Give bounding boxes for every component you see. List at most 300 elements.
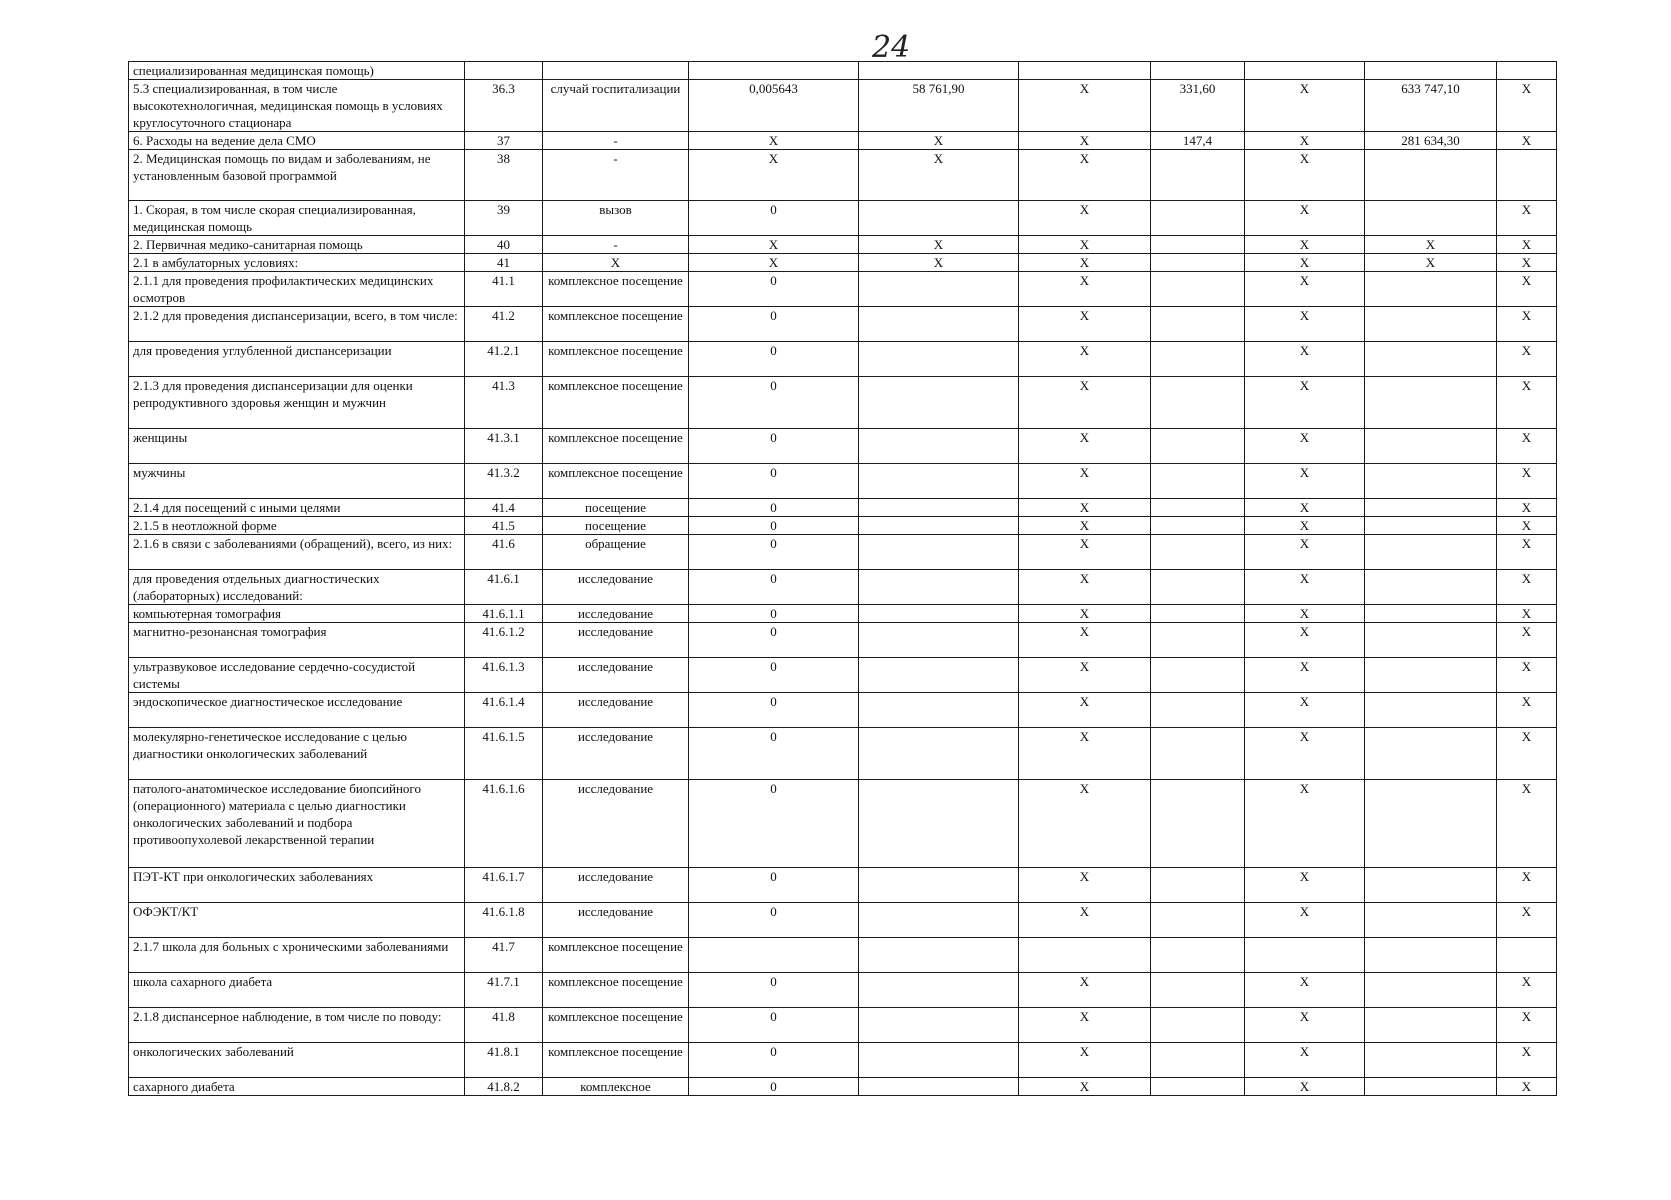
cell-code: 41: [465, 254, 543, 272]
cell-name: магнитно-резонансная томография: [129, 623, 465, 658]
table-row: [129, 236, 1557, 254]
table-row: [129, 132, 1557, 150]
cell-col7: [1151, 1078, 1245, 1096]
cell-cost-norm: [859, 903, 1019, 938]
cell-name: для проведения отдельных диагностических (лабораторных) исследований:: [129, 570, 465, 605]
cell-col7: 147,4: [1151, 132, 1245, 150]
cell-col8: X: [1245, 517, 1365, 535]
cell-col10: [1497, 938, 1557, 973]
cell-col9: [1365, 307, 1497, 342]
cell-col7: [1151, 307, 1245, 342]
cell-col10: X: [1497, 728, 1557, 780]
cell-code: 40: [465, 236, 543, 254]
cell-unit: исследование: [543, 658, 689, 693]
table-row: [129, 938, 1557, 973]
cell-norm: 0: [689, 429, 859, 464]
cell-col10: X: [1497, 132, 1557, 150]
cell-name: компьютерная томография: [129, 605, 465, 623]
cell-col9: [1365, 342, 1497, 377]
cell-cost-norm: X: [859, 254, 1019, 272]
cell-unit: посещение: [543, 499, 689, 517]
cell-col10: X: [1497, 623, 1557, 658]
cell-code: 38: [465, 150, 543, 201]
cell-col10: X: [1497, 464, 1557, 499]
cell-norm: 0: [689, 464, 859, 499]
cell-col7: [1151, 62, 1245, 80]
cell-code: 39: [465, 201, 543, 236]
cell-unit: комплексное посещение: [543, 307, 689, 342]
cell-col6: X: [1019, 658, 1151, 693]
cell-col6: X: [1019, 254, 1151, 272]
cell-name: 2.1.6 в связи с заболеваниями (обращений), всего, из них:: [129, 535, 465, 570]
cell-col10: X: [1497, 236, 1557, 254]
cell-col8: X: [1245, 658, 1365, 693]
cell-name: для проведения углубленной диспансеризации: [129, 342, 465, 377]
cell-code: 41.6.1.4: [465, 693, 543, 728]
cell-unit: исследование: [543, 780, 689, 868]
cell-col7: [1151, 605, 1245, 623]
cell-col9: [1365, 150, 1497, 201]
table-row: [129, 658, 1557, 693]
cell-col9: [1365, 623, 1497, 658]
cell-unit: исследование: [543, 605, 689, 623]
cell-unit: исследование: [543, 570, 689, 605]
cell-col9: [1365, 570, 1497, 605]
cell-norm: 0: [689, 623, 859, 658]
cell-code: 41.6: [465, 535, 543, 570]
cell-cost-norm: [859, 535, 1019, 570]
cell-unit: исследование: [543, 903, 689, 938]
cell-col9: [1365, 464, 1497, 499]
cell-code: 41.7: [465, 938, 543, 973]
table-row: [129, 62, 1557, 80]
cell-col6: X: [1019, 464, 1151, 499]
cell-col8: X: [1245, 377, 1365, 429]
cell-norm: 0: [689, 1008, 859, 1043]
table-row: [129, 307, 1557, 342]
cell-norm: 0: [689, 201, 859, 236]
cell-col7: [1151, 517, 1245, 535]
cell-col6: X: [1019, 150, 1151, 201]
cell-unit: посещение: [543, 517, 689, 535]
cell-name: 2. Первичная медико-санитарная помощь: [129, 236, 465, 254]
cell-name: онкологических заболеваний: [129, 1043, 465, 1078]
cell-norm: 0: [689, 499, 859, 517]
cell-unit: исследование: [543, 693, 689, 728]
cell-col10: X: [1497, 605, 1557, 623]
cell-cost-norm: [859, 62, 1019, 80]
cell-col9: [1365, 868, 1497, 903]
cell-col9: [1365, 535, 1497, 570]
cell-col7: [1151, 570, 1245, 605]
cell-col10: X: [1497, 693, 1557, 728]
cell-col6: X: [1019, 728, 1151, 780]
cell-col9: [1365, 938, 1497, 973]
cell-unit: исследование: [543, 868, 689, 903]
cell-col10: X: [1497, 570, 1557, 605]
cell-col7: [1151, 464, 1245, 499]
cell-unit: комплексное посещение: [543, 429, 689, 464]
cell-cost-norm: [859, 499, 1019, 517]
table-row: [129, 693, 1557, 728]
cell-norm: 0: [689, 1078, 859, 1096]
cell-col7: [1151, 535, 1245, 570]
cell-col10: X: [1497, 780, 1557, 868]
cell-col6: X: [1019, 236, 1151, 254]
cell-col8: [1245, 62, 1365, 80]
cell-col8: X: [1245, 1043, 1365, 1078]
cell-col6: X: [1019, 429, 1151, 464]
cell-col7: [1151, 938, 1245, 973]
cell-col8: [1245, 938, 1365, 973]
cell-cost-norm: [859, 570, 1019, 605]
cell-col6: X: [1019, 973, 1151, 1008]
cell-col8: X: [1245, 150, 1365, 201]
cell-norm: [689, 62, 859, 80]
cell-col10: X: [1497, 254, 1557, 272]
cell-norm: X: [689, 150, 859, 201]
cell-name: специализированная медицинская помощь): [129, 62, 465, 80]
cell-col10: X: [1497, 658, 1557, 693]
cell-col6: X: [1019, 535, 1151, 570]
cell-name: ультразвуковое исследование сердечно-сосудистой системы: [129, 658, 465, 693]
cell-name: патолого-анатомическое исследование биопсийного (операционного) материала с целью диагностики онкологических заболеваний и подбора противоопухолевой лекарственной терапии: [129, 780, 465, 868]
cell-col7: [1151, 1043, 1245, 1078]
cell-col9: [1365, 1043, 1497, 1078]
cell-unit: комплексное посещение: [543, 973, 689, 1008]
cell-cost-norm: [859, 973, 1019, 1008]
cell-name: женщины: [129, 429, 465, 464]
cell-col7: [1151, 973, 1245, 1008]
cell-col8: X: [1245, 780, 1365, 868]
cell-norm: X: [689, 236, 859, 254]
cell-col9: [1365, 1008, 1497, 1043]
cell-col6: X: [1019, 499, 1151, 517]
cell-col10: X: [1497, 307, 1557, 342]
cell-col7: [1151, 728, 1245, 780]
table-row: [129, 201, 1557, 236]
cell-col9: [1365, 377, 1497, 429]
cell-col8: X: [1245, 535, 1365, 570]
cell-col9: [1365, 1078, 1497, 1096]
table-row: [129, 377, 1557, 429]
cell-cost-norm: [859, 464, 1019, 499]
table-row: [129, 80, 1557, 132]
report-table: [128, 61, 1557, 1096]
cell-norm: 0: [689, 307, 859, 342]
cell-code: 41.2.1: [465, 342, 543, 377]
cell-code: 37: [465, 132, 543, 150]
cell-col6: X: [1019, 605, 1151, 623]
cell-cost-norm: [859, 201, 1019, 236]
cell-col10: X: [1497, 973, 1557, 1008]
cell-name: 1. Скорая, в том числе скорая специализированная, медицинская помощь: [129, 201, 465, 236]
cell-col6: X: [1019, 623, 1151, 658]
cell-code: 41.2: [465, 307, 543, 342]
cell-col7: [1151, 429, 1245, 464]
cell-col7: [1151, 254, 1245, 272]
cell-code: 41.3: [465, 377, 543, 429]
cell-col9: [1365, 693, 1497, 728]
cell-code: 41.3.1: [465, 429, 543, 464]
cell-cost-norm: [859, 1043, 1019, 1078]
cell-col7: [1151, 658, 1245, 693]
cell-col6: X: [1019, 132, 1151, 150]
cell-col6: X: [1019, 272, 1151, 307]
table-row: [129, 973, 1557, 1008]
cell-norm: 0: [689, 658, 859, 693]
table-row: [129, 535, 1557, 570]
table-row: [129, 464, 1557, 499]
cell-unit: случай госпитализации: [543, 80, 689, 132]
cell-cost-norm: [859, 623, 1019, 658]
cell-cost-norm: [859, 780, 1019, 868]
cell-col9: [1365, 605, 1497, 623]
cell-col10: X: [1497, 1008, 1557, 1043]
cell-cost-norm: [859, 868, 1019, 903]
cell-col6: X: [1019, 570, 1151, 605]
cell-col6: X: [1019, 377, 1151, 429]
cell-col10: X: [1497, 272, 1557, 307]
cell-code: 41.4: [465, 499, 543, 517]
cell-col8: X: [1245, 1008, 1365, 1043]
cell-col6: X: [1019, 307, 1151, 342]
cell-col7: [1151, 693, 1245, 728]
cell-col8: X: [1245, 903, 1365, 938]
cell-col9: [1365, 658, 1497, 693]
cell-name: школа сахарного диабета: [129, 973, 465, 1008]
cell-code: 41.6.1.2: [465, 623, 543, 658]
cell-col7: [1151, 342, 1245, 377]
cell-col8: X: [1245, 80, 1365, 132]
cell-col8: X: [1245, 254, 1365, 272]
cell-col8: X: [1245, 201, 1365, 236]
cell-norm: 0: [689, 973, 859, 1008]
cell-col8: X: [1245, 307, 1365, 342]
cell-col9: [1365, 272, 1497, 307]
table-body: [129, 62, 1557, 1096]
cell-norm: 0: [689, 342, 859, 377]
cell-col10: X: [1497, 1043, 1557, 1078]
cell-cost-norm: [859, 1008, 1019, 1043]
cell-cost-norm: [859, 429, 1019, 464]
cell-col7: [1151, 201, 1245, 236]
cell-unit: -: [543, 236, 689, 254]
cell-col6: X: [1019, 517, 1151, 535]
cell-norm: [689, 938, 859, 973]
cell-norm: X: [689, 254, 859, 272]
cell-norm: 0: [689, 605, 859, 623]
cell-code: 41.6.1.7: [465, 868, 543, 903]
cell-name: эндоскопическое диагностическое исследование: [129, 693, 465, 728]
cell-name: 2.1 в амбулаторных условиях:: [129, 254, 465, 272]
cell-col7: 331,60: [1151, 80, 1245, 132]
cell-col6: [1019, 938, 1151, 973]
cell-unit: комплексное посещение: [543, 272, 689, 307]
table-row: [129, 272, 1557, 307]
cell-norm: 0: [689, 868, 859, 903]
cell-col6: X: [1019, 868, 1151, 903]
cell-cost-norm: [859, 272, 1019, 307]
cell-col9: [1365, 973, 1497, 1008]
cell-col9: [1365, 517, 1497, 535]
cell-col6: X: [1019, 201, 1151, 236]
cell-col9: [1365, 62, 1497, 80]
cell-col8: X: [1245, 973, 1365, 1008]
cell-code: 41.1: [465, 272, 543, 307]
cell-cost-norm: [859, 342, 1019, 377]
cell-col7: [1151, 903, 1245, 938]
cell-norm: 0: [689, 903, 859, 938]
cell-norm: 0: [689, 377, 859, 429]
cell-name: 6. Расходы на ведение дела СМО: [129, 132, 465, 150]
table-row: [129, 1008, 1557, 1043]
cell-col6: X: [1019, 1008, 1151, 1043]
cell-col7: [1151, 150, 1245, 201]
cell-norm: 0: [689, 728, 859, 780]
table-row: [129, 342, 1557, 377]
cell-norm: 0: [689, 272, 859, 307]
cell-col9: [1365, 429, 1497, 464]
table-row: [129, 1043, 1557, 1078]
cell-unit: обращение: [543, 535, 689, 570]
cell-norm: 0: [689, 780, 859, 868]
cell-name: мужчины: [129, 464, 465, 499]
cell-name: 2. Медицинская помощь по видам и заболеваниям, не установленным базовой программой: [129, 150, 465, 201]
cell-cost-norm: 58 761,90: [859, 80, 1019, 132]
cell-col9: [1365, 201, 1497, 236]
cell-unit: комплексное посещение: [543, 342, 689, 377]
cell-code: 41.5: [465, 517, 543, 535]
table-row: [129, 605, 1557, 623]
cell-name: ПЭТ-КТ при онкологических заболеваниях: [129, 868, 465, 903]
cell-unit: комплексное посещение: [543, 377, 689, 429]
cell-unit: исследование: [543, 728, 689, 780]
cell-norm: X: [689, 132, 859, 150]
cell-col8: X: [1245, 342, 1365, 377]
cell-col8: X: [1245, 464, 1365, 499]
cell-col8: X: [1245, 499, 1365, 517]
cell-cost-norm: [859, 307, 1019, 342]
cell-name: 2.1.4 для посещений с иными целями: [129, 499, 465, 517]
cell-col8: X: [1245, 429, 1365, 464]
cell-col6: X: [1019, 342, 1151, 377]
cell-col10: X: [1497, 535, 1557, 570]
cell-code: 41.6.1.5: [465, 728, 543, 780]
cell-col6: X: [1019, 1078, 1151, 1096]
cell-name: молекулярно-генетическое исследование с целью диагностики онкологических заболеваний: [129, 728, 465, 780]
cell-col10: X: [1497, 201, 1557, 236]
cell-code: 41.6.1.8: [465, 903, 543, 938]
cell-unit: [543, 62, 689, 80]
cell-col10: X: [1497, 1078, 1557, 1096]
cell-col6: X: [1019, 693, 1151, 728]
cell-col6: X: [1019, 903, 1151, 938]
table-row: [129, 150, 1557, 201]
cell-cost-norm: X: [859, 150, 1019, 201]
cell-col8: X: [1245, 132, 1365, 150]
cell-code: 41.6.1.6: [465, 780, 543, 868]
cell-col10: X: [1497, 499, 1557, 517]
cell-norm: 0: [689, 570, 859, 605]
cell-col9: 633 747,10: [1365, 80, 1497, 132]
cell-col10: X: [1497, 517, 1557, 535]
cell-col9: 281 634,30: [1365, 132, 1497, 150]
table-row: [129, 780, 1557, 868]
cell-code: 36.3: [465, 80, 543, 132]
cell-cost-norm: [859, 377, 1019, 429]
cell-cost-norm: [859, 938, 1019, 973]
cell-unit: X: [543, 254, 689, 272]
cell-col10: [1497, 150, 1557, 201]
cell-unit: -: [543, 150, 689, 201]
cell-col6: X: [1019, 80, 1151, 132]
cell-name: 2.1.8 диспансерное наблюдение, в том числе по поводу:: [129, 1008, 465, 1043]
cell-norm: 0: [689, 517, 859, 535]
cell-name: 2.1.7 школа для больных с хроническими заболеваниями: [129, 938, 465, 973]
cell-name: 5.3 специализированная, в том числе высокотехнологичная, медицинская помощь в условиях круглосуточного стационара: [129, 80, 465, 132]
cell-cost-norm: [859, 605, 1019, 623]
cell-code: 41.3.2: [465, 464, 543, 499]
cell-norm: 0,005643: [689, 80, 859, 132]
table-row: [129, 623, 1557, 658]
table-row: [129, 499, 1557, 517]
cell-code: 41.8.2: [465, 1078, 543, 1096]
cell-code: [465, 62, 543, 80]
table-row: [129, 1078, 1557, 1096]
cell-unit: комплексное посещение: [543, 1043, 689, 1078]
cell-col7: [1151, 272, 1245, 307]
table-row: [129, 429, 1557, 464]
cell-col7: [1151, 868, 1245, 903]
cell-col9: [1365, 903, 1497, 938]
page-number: 24: [872, 30, 911, 65]
cell-col7: [1151, 377, 1245, 429]
cell-col6: X: [1019, 1043, 1151, 1078]
cell-unit: комплексное посещение: [543, 938, 689, 973]
cell-unit: -: [543, 132, 689, 150]
table-row: [129, 254, 1557, 272]
cell-cost-norm: X: [859, 132, 1019, 150]
cell-col8: X: [1245, 570, 1365, 605]
cell-code: 41.8.1: [465, 1043, 543, 1078]
cell-norm: 0: [689, 535, 859, 570]
table-row: [129, 903, 1557, 938]
cell-col10: X: [1497, 903, 1557, 938]
cell-code: 41.7.1: [465, 973, 543, 1008]
cell-col8: X: [1245, 605, 1365, 623]
cell-col8: X: [1245, 623, 1365, 658]
cell-unit: исследование: [543, 623, 689, 658]
cell-unit: комплексное: [543, 1078, 689, 1096]
cell-cost-norm: X: [859, 236, 1019, 254]
cell-unit: комплексное посещение: [543, 464, 689, 499]
cell-col8: X: [1245, 693, 1365, 728]
cell-col10: X: [1497, 429, 1557, 464]
cell-cost-norm: [859, 693, 1019, 728]
cell-name: 2.1.5 в неотложной форме: [129, 517, 465, 535]
table-row: [129, 570, 1557, 605]
cell-name: 2.1.1 для проведения профилактических медицинских осмотров: [129, 272, 465, 307]
table-row: [129, 868, 1557, 903]
cell-col10: X: [1497, 80, 1557, 132]
cell-code: 41.6.1.3: [465, 658, 543, 693]
cell-col8: X: [1245, 868, 1365, 903]
cell-unit: вызов: [543, 201, 689, 236]
cell-col9: X: [1365, 236, 1497, 254]
cell-norm: 0: [689, 693, 859, 728]
cell-col7: [1151, 780, 1245, 868]
